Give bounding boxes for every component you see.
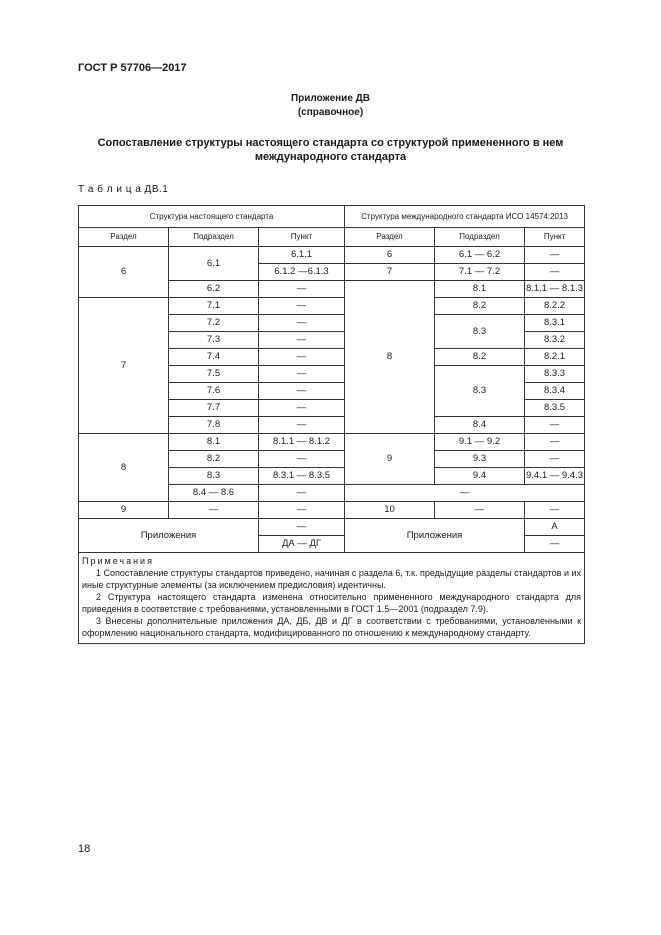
cell-l-clause: 8.3.1 — 8.3.5 — [259, 468, 345, 485]
cell-l-clause: — — [259, 400, 345, 417]
cell-r-subsection: 8.2 — [435, 298, 525, 315]
cell-l-subsection: 7.7 — [169, 400, 259, 417]
cell-l-subsection: 7.2 — [169, 315, 259, 332]
cell-r-subsection: 8.1 — [435, 281, 525, 298]
appendix-kind: (справочное) — [297, 107, 364, 118]
cell-r-clause: 8.2.2 — [525, 298, 585, 315]
cell-r-clause: 8.3.5 — [525, 400, 585, 417]
cell-l-subsection: — — [169, 502, 259, 519]
cell-r-subsection: 8.2 — [435, 349, 525, 366]
note-3: 3 Внесены дополнительные приложения ДА, ДБ, ДВ и ДГ в соответствии с требованиями, установленными к оформлению национального стандарта, модифицированного по отношению к международному стандарту. — [82, 616, 582, 638]
cell-l-subsection: 8.1 — [169, 434, 259, 451]
cell-r-clause: 9.4.1 — 9.4.3 — [525, 468, 585, 485]
cell-l-section: 6 — [79, 247, 169, 298]
cell-l-clause: — — [259, 298, 345, 315]
cell-r-clause: — — [525, 247, 585, 264]
cell-l-clause: 6.1.1 — [259, 247, 345, 264]
cell-r-subsection: 9.1 — 9.2 — [435, 434, 525, 451]
cell-l-subsection: 7.1 — [169, 298, 259, 315]
cell-l-subsection: 6.1 — [169, 247, 259, 281]
cell-r-subsection: 9.4 — [435, 468, 525, 485]
notes-title: Примечания — [82, 556, 154, 566]
cell-l-clause: — — [259, 366, 345, 383]
cell-r-subsection: 9.3 — [435, 451, 525, 468]
table-notes — [79, 553, 585, 644]
cell-l-clause: — — [259, 349, 345, 366]
group-header-international: Структура международного стандарта ИСО 14574:2013 — [345, 206, 585, 228]
cell-r-subsection: 6.1 — 6.2 — [435, 247, 525, 264]
cell-r-subsection: 8.4 — [435, 417, 525, 434]
cell-r-clause: 8.3.3 — [525, 366, 585, 383]
col-header-clause-left: Пункт — [259, 228, 345, 247]
cell-r-section: 8 — [345, 281, 435, 434]
cell-l-subsection: 7.4 — [169, 349, 259, 366]
cell-r-clause: 8.3.1 — [525, 315, 585, 332]
table-caption: Т а б л и ц а ДВ.1 — [78, 184, 169, 195]
cell-l-subsection: 8.3 — [169, 468, 259, 485]
cell-l-clause: — — [259, 519, 345, 536]
cell-l-section: 8 — [79, 434, 169, 502]
cell-l-subsection: 7.8 — [169, 417, 259, 434]
cell-l-clause: ДА — ДГ — [259, 536, 345, 553]
cell-l-section: 9 — [79, 502, 169, 519]
col-header-section-right: Раздел — [345, 228, 435, 247]
cell-r-section: 10 — [345, 502, 435, 519]
cell-r-merged: — — [345, 485, 585, 502]
document-title — [78, 136, 583, 164]
cell-l-clause: — — [259, 332, 345, 349]
cell-r-clause: — — [525, 451, 585, 468]
cell-r-subsection: 7.1 — 7.2 — [435, 264, 525, 281]
cell-r-clause: 8.1.1 — 8.1.3 — [525, 281, 585, 298]
cell-l-clause: — — [259, 451, 345, 468]
cell-l-clause: — — [259, 417, 345, 434]
cell-r-section: 6 — [345, 247, 435, 264]
cell-l-clause: — — [259, 485, 345, 502]
cell-r-section: 9 — [345, 434, 435, 485]
cell-r-clause: 8.2.1 — [525, 349, 585, 366]
cell-r-subsection: — — [435, 502, 525, 519]
cell-l-subsection: 6.2 — [169, 281, 259, 298]
cell-l-subsection: 7.5 — [169, 366, 259, 383]
cell-r-clause: — — [525, 502, 585, 519]
cell-l-subsection: 7.6 — [169, 383, 259, 400]
title-line-2: международного стандарта — [254, 151, 407, 163]
cell-r-clause: 8.3.4 — [525, 383, 585, 400]
cell-l-subsection: 8.4 — 8.6 — [169, 485, 259, 502]
note-1: 1 Сопоставление структуры стандартов приведено, начиная с раздела 6, т.к. предыдущие разделы стандартов и их иные структурные элементы (за исключением предисловия) идентичны. — [82, 568, 582, 590]
cell-l-clause: — — [259, 281, 345, 298]
cell-l-clause: 8.1.1 — 8.1.2 — [259, 434, 345, 451]
cell-r-subsection: 8.3 — [435, 366, 525, 417]
appendix-heading — [0, 92, 661, 120]
cell-r-section: 7 — [345, 264, 435, 281]
cell-l-clause: 6.1.2 —6.1.3 — [259, 264, 345, 281]
col-header-subsection-left: Подраздел — [169, 228, 259, 247]
structure-comparison-table — [78, 205, 585, 644]
cell-r-clause: — — [525, 417, 585, 434]
cell-r-clause: 8.3.2 — [525, 332, 585, 349]
title-line-1: Сопоставление структуры настоящего стандарта со структурой примененного в нем — [97, 137, 564, 149]
group-header-national: Структура настоящего стандарта — [79, 206, 345, 228]
cell-l-subsection: 8.2 — [169, 451, 259, 468]
standard-header: ГОСТ Р 57706—2017 — [78, 62, 187, 74]
cell-l-appendices: Приложения — [79, 519, 259, 553]
cell-r-clause: — — [525, 536, 585, 553]
cell-r-clause: — — [525, 264, 585, 281]
col-header-subsection-right: Подраздел — [435, 228, 525, 247]
cell-r-clause: — — [525, 434, 585, 451]
cell-r-subsection: 8.3 — [435, 315, 525, 349]
page-number: 18 — [78, 843, 91, 855]
cell-r-appendices: Приложения — [345, 519, 525, 553]
cell-r-clause: А — [525, 519, 585, 536]
appendix-label: Приложение ДВ — [290, 93, 371, 104]
cell-l-section: 7 — [79, 298, 169, 434]
cell-l-clause: — — [259, 315, 345, 332]
cell-l-clause: — — [259, 502, 345, 519]
cell-l-subsection: 7.3 — [169, 332, 259, 349]
col-header-clause-right: Пункт — [525, 228, 585, 247]
cell-l-clause: — — [259, 383, 345, 400]
col-header-section-left: Раздел — [79, 228, 169, 247]
note-2: 2 Структура настоящего стандарта изменена относительно примененного международного стандарта для приведения в соответствие с требованиями, установленными в ГОСТ 1.5—2001 (подраздел 7.9). — [82, 592, 582, 614]
